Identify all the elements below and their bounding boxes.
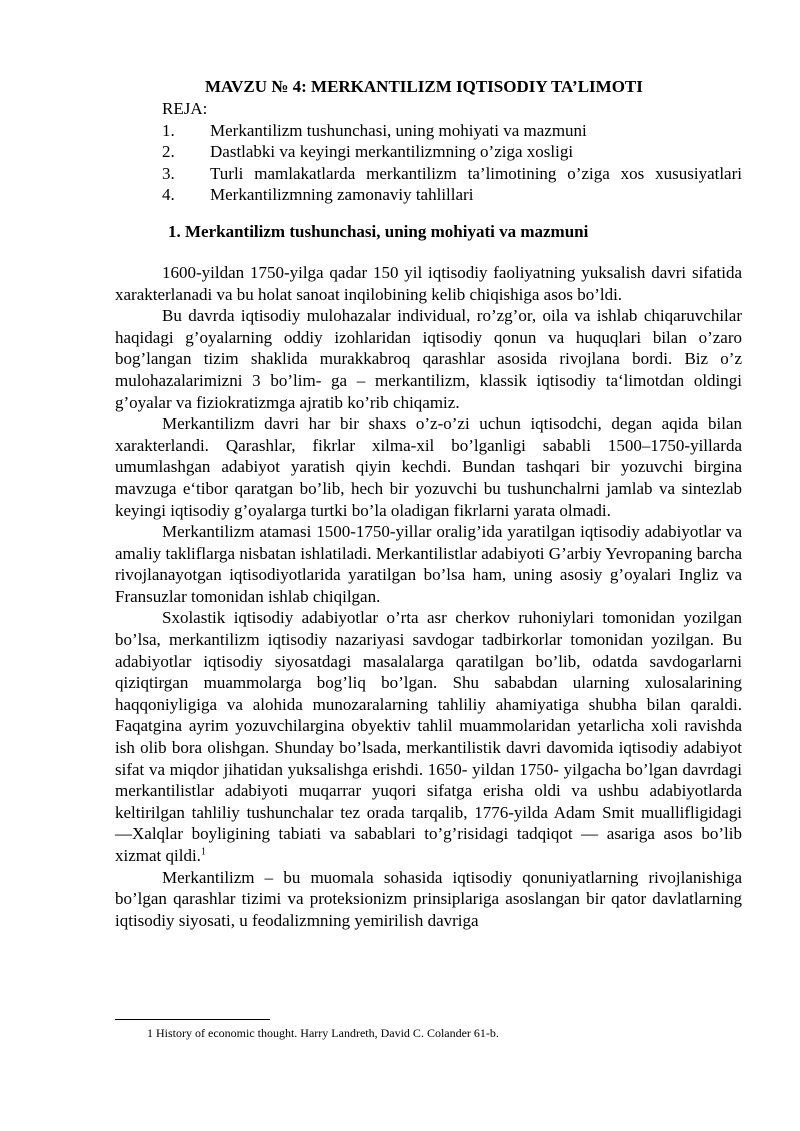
- plan-item: [115, 163, 742, 185]
- plan-item-text: Turli mamlakatlarda merkantilizm ta’limotining o’ziga xos xususiyatlari: [210, 163, 742, 183]
- plan-item-number: 2.: [162, 142, 175, 162]
- footnote-separator: [115, 1019, 270, 1020]
- document-body: [115, 76, 742, 931]
- plan-label: REJA:: [162, 99, 208, 118]
- section-heading: 1. Merkantilizm tushunchasi, uning mohiyati va mazmuni: [168, 221, 589, 241]
- plan-item-text: Merkantilizm tushunchasi, uning mohiyati va mazmuni: [210, 120, 587, 140]
- plan-item-text: Merkantilizmning zamonaviy tahlillari: [210, 185, 474, 205]
- plan-item: [115, 184, 742, 206]
- body-paragraph: Bu davrda iqtisodiy mulohazalar individual, ro’zg’or, oila va ishlab chiqaruvchilar haqidagi g’oyalarning oddiy izohlaridan iqtisodiy qonun va huquqlari bilan o’zaro bog’langan tizim shaklida murakkabroq qarashlar asosida rivojlana bordi. Biz o’z mulohazalarimizni 3 bo’lim- ga – merkantilizm, klassik iqtisodiy ta‘limotdan oldingi g’oyalar va fiziokratizmga ajratib ko’rib chiqamiz.: [115, 306, 742, 412]
- plan-list: [115, 120, 742, 206]
- plan-item-text: Dastlabki va keyingi merkantilizmning o’ziga xosligi: [210, 142, 574, 162]
- body-paragraph: [115, 607, 742, 866]
- plan-item-number: 3.: [162, 163, 175, 183]
- body-paragraph: Merkantilizm – bu muomala sohasida iqtisodiy qonuniyatlarning rivojlanishiga bo’lgan qarashlar tizimi va proteksionizm prinsiplariga asoslangan bir qator davlatlarning iqtisodiy siyosati, u feodalizmning yemirilish davriga: [115, 867, 742, 930]
- plan-item: [115, 141, 742, 163]
- body-paragraph-text: Sxolastik iqtisodiy adabiyotlar o’rta asr cherkov ruhoniylari tomonidan yozilgan bo’lsa, merkantilizm iqtisodiy nazariyasi savdogar tadbirkorlar tomonidan yozilgan. Bu adabiyotlar iqtisodiy siyosatdagi masalalarga qaratilgan bo’lib, odatda savdogarlarni qiziqtirgan muammolarga bog’liq bo’lgan. Shu sababdan ularning xulosalarining haqqoniyligiga va alohida munozaralarning tahliliy ahamiyatiga shubha bilan qaraldi. Faqatgina ayrim yozuvchilargina obyektiv tahlil muammolaridan yetarlicha xoli ravishda ish olib bora olishgan. Shunday bo’lsada, merkantilistik davri davomida iqtisodiy adabiyot sifat va miqdor jihatidan yuksalishga erishdi. 1650- yildan 1750- yilgacha bo’lgan davrdagi merkantilistlar adabiyoti muqarrar yuqori sifatga erisha oldi va ushbu adabiyotlarda keltirilgan tahliliy tushunchalar tez orada tarqalib, 1776-yilda Adam Smit muallifligidagi ―Xalqlar boyligining tabiati va sabablari to’g’risidagi tadqiqot ― asariga asos bo’lib xizmat qildi.: [115, 608, 742, 865]
- body-paragraph: Merkantilizm atamasi 1500-1750-yillar oralig’ida yaratilgan iqtisodiy adabiyotlar va amaliy takliflarga nisbatan ishlatiladi. Merkantilistlar adabiyoti G’arbiy Yevropaning barcha rivojlanayotgan iqtisodiyotlarida yaratilgan bo’lsa ham, uning asosiy g’oyalari Ingliz va Fransuzlar tomonidan ishlab chiqilgan.: [115, 522, 742, 606]
- plan-item: [115, 120, 742, 142]
- plan-item-number: 1.: [162, 120, 175, 140]
- body-paragraph: 1600-yildan 1750-yilga qadar 150 yil iqtisodiy faoliyatning yuksalish davri sifatida xarakterlanadi va bu holat sanoat inqilobining kelib chiqishiga asos bo’ldi.: [115, 262, 742, 304]
- footnote-text: 1 History of economic thought. Harry Landreth, David C. Colander 61-b.: [147, 1026, 499, 1040]
- body-paragraph: Merkantilizm davri har bir shaxs o’z-o’zi uchun iqtisodchi, degan aqida bilan xarakterlandi. Qarashlar, fikrlar xilma-xil bo’lganligi sababli 1500–1750-yillarda umumlashgan adabiyot yaratish qiyin kechdi. Bundan tashqari bir yozuvchi birgina mavzuga e‘tibor qaratgan bo’lib, hech bir yozuvchi bu tushunchalrni jamlab va sintezlab keyingi iqtisodiy g’oyalarga turtki bo’la oladigan fikrlarni yarata olmadi.: [115, 414, 742, 520]
- footnote-reference[interactable]: 1: [200, 846, 206, 858]
- plan-item-number: 4.: [162, 185, 175, 205]
- document-title: MAVZU № 4: MERKANTILIZM IQTISODIY TA’LIMOTI: [205, 77, 643, 96]
